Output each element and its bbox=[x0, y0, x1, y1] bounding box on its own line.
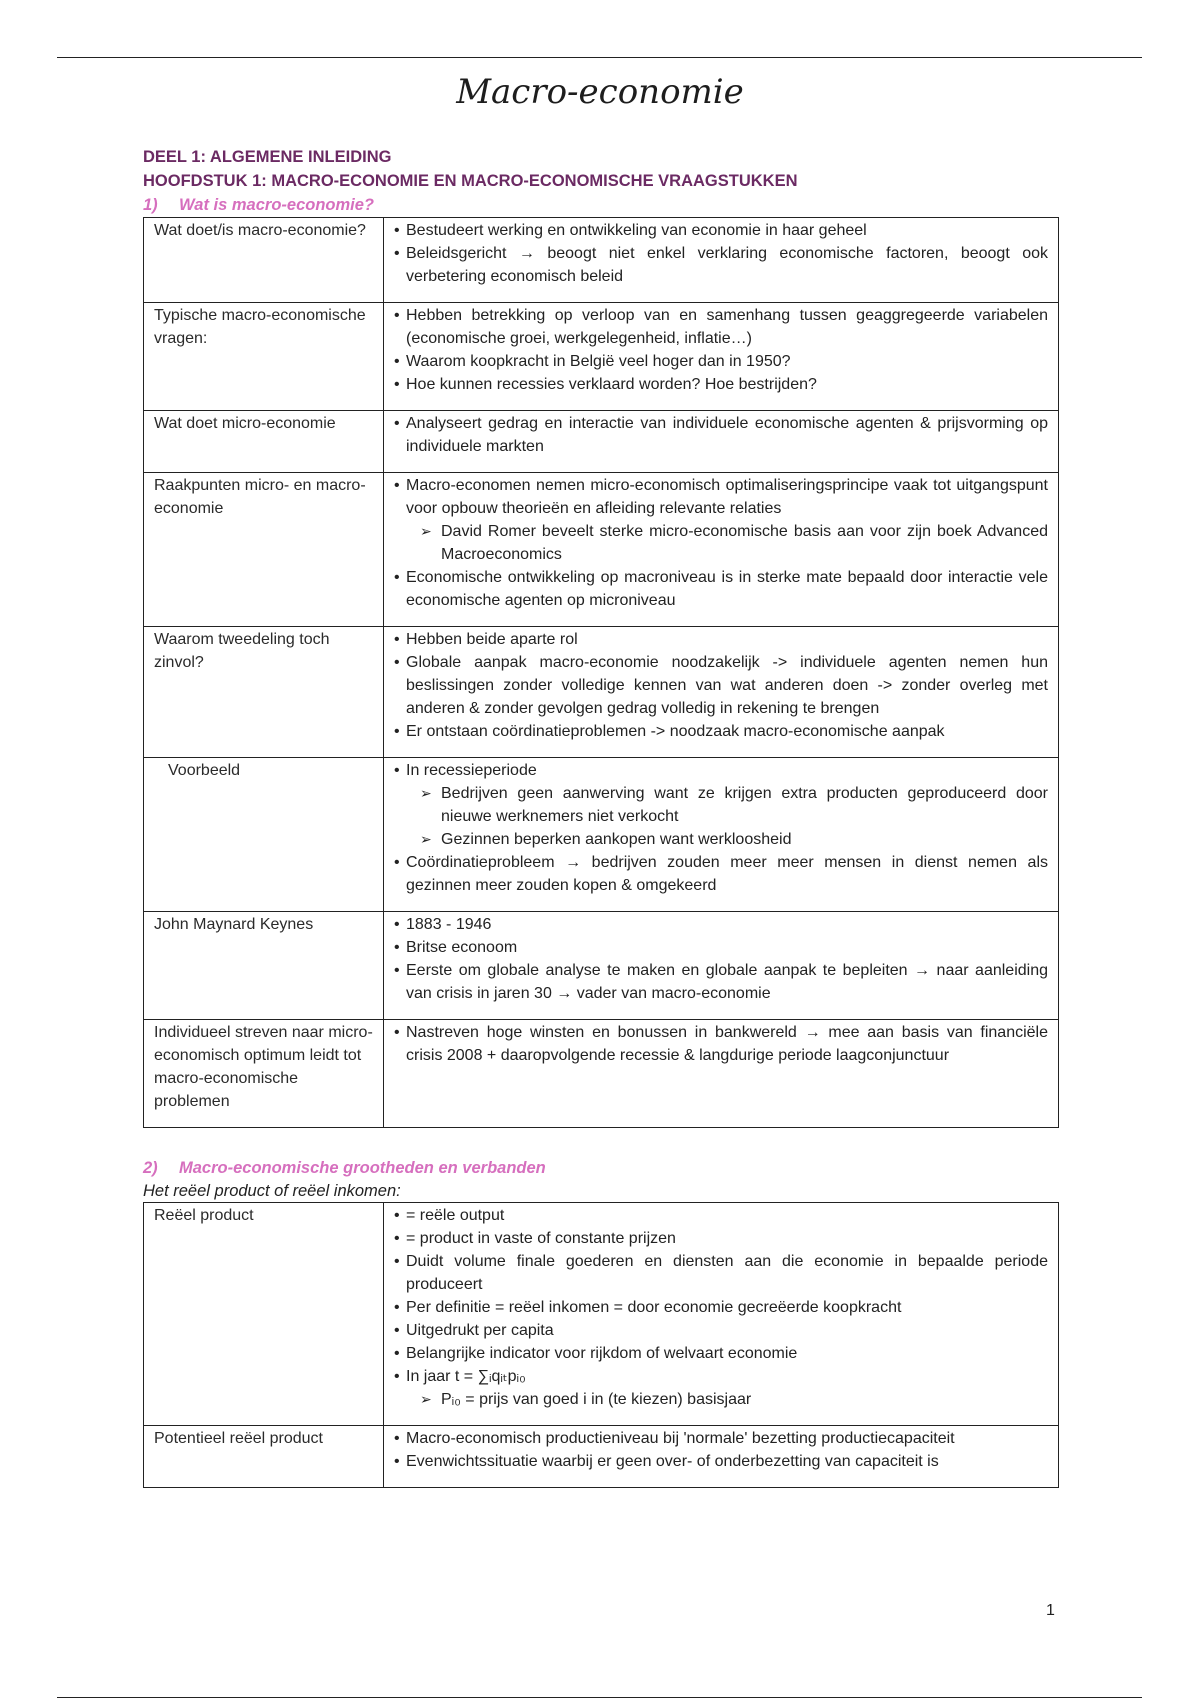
row-label: Wat doet/is macro-economie? bbox=[144, 218, 384, 303]
sub-list-item: ➢ Bedrijven geen aanwerving want ze krijgen extra producten geproduceerd door nieuwe werknemers niet verkocht bbox=[418, 782, 1048, 828]
section-2-title: Macro-economische grootheden en verbanden bbox=[179, 1159, 546, 1177]
table-row bbox=[144, 303, 1059, 411]
table-row bbox=[144, 473, 1059, 627]
section-2-heading bbox=[143, 1156, 1059, 1180]
list-item bbox=[394, 373, 1048, 396]
list-item bbox=[394, 1227, 1048, 1250]
list-item bbox=[394, 1319, 1048, 1342]
list-item bbox=[394, 1204, 1048, 1227]
list-item bbox=[394, 1365, 1048, 1411]
list-item bbox=[394, 651, 1048, 720]
list-item bbox=[394, 1427, 1048, 1450]
row-content bbox=[384, 912, 1059, 1020]
sub-list bbox=[406, 1388, 1048, 1411]
list-item-text: Hebben betrekking op verloop van en samenhang tussen geaggregeerde variabelen (economische groei, werkgelegenheid, inflatie…) bbox=[406, 307, 1048, 347]
list-item bbox=[394, 959, 1048, 1005]
bullet-list bbox=[394, 759, 1048, 897]
row-content bbox=[384, 627, 1059, 758]
list-item bbox=[394, 1296, 1048, 1319]
list-item-text: Analyseert gedrag en interactie van individuele economische agenten & prijsvorming op individuele markten bbox=[406, 415, 1048, 455]
list-item bbox=[394, 1342, 1048, 1365]
list-item-text: Hoe kunnen recessies verklaard worden? Hoe bestrijden? bbox=[406, 376, 817, 393]
row-label: Wat doet micro-economie bbox=[144, 411, 384, 473]
top-rule bbox=[57, 57, 1142, 58]
row-label: Reëel product bbox=[144, 1203, 384, 1426]
page-title: Macro-economie bbox=[456, 72, 744, 112]
list-item-text: Britse econoom bbox=[406, 939, 518, 956]
table-row bbox=[144, 627, 1059, 758]
list-item-text: In recessieperiode bbox=[406, 762, 537, 779]
section-1-heading bbox=[143, 193, 1059, 217]
list-item-text: 1883 - 1946 bbox=[406, 916, 492, 933]
table-row bbox=[144, 912, 1059, 1020]
sub-list-item: ➢ Gezinnen beperken aankopen want werkloosheid bbox=[418, 828, 1048, 851]
document-body bbox=[143, 145, 1059, 1488]
bullet-list bbox=[394, 1021, 1048, 1067]
list-item-text: Hebben beide aparte rol bbox=[406, 631, 578, 648]
bullet-list bbox=[394, 412, 1048, 458]
sub-list-item: ➢ David Romer beveelt sterke micro-economische basis aan voor zijn boek Advanced Macroeconomics bbox=[418, 520, 1048, 566]
table-row bbox=[144, 218, 1059, 303]
list-item bbox=[394, 242, 1048, 288]
bullet-list bbox=[394, 1204, 1048, 1411]
list-item-text: Uitgedrukt per capita bbox=[406, 1322, 554, 1339]
row-content bbox=[384, 1203, 1059, 1426]
bottom-rule bbox=[57, 1697, 1142, 1698]
list-item bbox=[394, 720, 1048, 743]
list-item-text: Macro-economisch productieniveau bij 'normale' bezetting productiecapaciteit bbox=[406, 1430, 955, 1447]
list-item-text: Belangrijke indicator voor rijkdom of welvaart economie bbox=[406, 1345, 798, 1362]
list-item-text: Eerste om globale analyse te maken en globale aanpak te bepleiten → naar aanleiding van crisis in jaren 30 → vader van macro-economie bbox=[406, 962, 1048, 1002]
section-2-number: 2) bbox=[143, 1159, 158, 1177]
sub-list bbox=[406, 520, 1048, 566]
list-item-text: Economische ontwikkeling op macroniveau is in sterke mate bepaald door interactie vele economische agenten op microniveau bbox=[406, 569, 1048, 609]
table-row bbox=[144, 411, 1059, 473]
row-label: Waarom tweedeling toch zinvol? bbox=[144, 627, 384, 758]
list-item bbox=[394, 304, 1048, 350]
section-1-table bbox=[143, 217, 1059, 1128]
row-label: Raakpunten micro- en macro-economie bbox=[144, 473, 384, 627]
list-item bbox=[394, 628, 1048, 651]
table-row bbox=[144, 758, 1059, 912]
list-item bbox=[394, 759, 1048, 851]
list-item bbox=[394, 566, 1048, 612]
list-item-text: = reële output bbox=[406, 1207, 505, 1224]
list-item-text: Evenwichtssituatie waarbij er geen over- of onderbezetting van capaciteit is bbox=[406, 1453, 939, 1470]
list-item bbox=[394, 1021, 1048, 1067]
bullet-list bbox=[394, 1427, 1048, 1473]
row-content bbox=[384, 1426, 1059, 1488]
list-item-text: Coördinatieprobleem → bedrijven zouden meer meer mensen in dienst nemen als gezinnen meer zouden kopen & omgekeerd bbox=[406, 854, 1048, 894]
list-item bbox=[394, 851, 1048, 897]
section-2-table bbox=[143, 1202, 1059, 1488]
row-content bbox=[384, 1020, 1059, 1128]
list-item-text: Macro-economen nemen micro-economisch optimaliseringsprincipe vaak tot uitgangspunt voor opbouw theorieën en afleiding relevante relaties bbox=[406, 477, 1048, 517]
list-item-text: = product in vaste of constante prijzen bbox=[406, 1230, 676, 1247]
bullet-list bbox=[394, 304, 1048, 396]
section-1-number: 1) bbox=[143, 196, 158, 214]
section-1-title: Wat is macro-economie? bbox=[179, 196, 374, 214]
row-label: Potentieel reëel product bbox=[144, 1426, 384, 1488]
list-item-text: Er ontstaan coördinatieproblemen -> noodzaak macro-economische aanpak bbox=[406, 723, 945, 740]
list-item bbox=[394, 219, 1048, 242]
sub-list bbox=[406, 782, 1048, 851]
bullet-list bbox=[394, 219, 1048, 288]
bullet-list bbox=[394, 628, 1048, 743]
list-item-text: Duidt volume finale goederen en diensten aan die economie in bepaalde periode produceert bbox=[406, 1253, 1048, 1293]
row-content bbox=[384, 303, 1059, 411]
row-label: John Maynard Keynes bbox=[144, 912, 384, 1020]
row-content bbox=[384, 473, 1059, 627]
table-row bbox=[144, 1020, 1059, 1128]
list-item bbox=[394, 1450, 1048, 1473]
list-item bbox=[394, 350, 1048, 373]
list-item bbox=[394, 936, 1048, 959]
row-label: Voorbeeld bbox=[144, 758, 384, 912]
section-2-subheading: Het reëel product of reëel inkomen: bbox=[143, 1182, 401, 1200]
list-item-text: Nastreven hoge winsten en bonussen in bankwereld → mee aan basis van financiële crisis 2008 + daaropvolgende recessie & langdurige periode laagconjunctuur bbox=[406, 1024, 1048, 1064]
table-row bbox=[144, 1203, 1059, 1426]
list-item bbox=[394, 913, 1048, 936]
list-item bbox=[394, 1250, 1048, 1296]
list-item bbox=[394, 412, 1048, 458]
list-item-text: Bestudeert werking en ontwikkeling van economie in haar geheel bbox=[406, 222, 867, 239]
bullet-list bbox=[394, 474, 1048, 612]
row-content bbox=[384, 218, 1059, 303]
row-label: Individueel streven naar micro-economisch optimum leidt tot macro-economische problemen bbox=[144, 1020, 384, 1128]
table-row bbox=[144, 1426, 1059, 1488]
list-item bbox=[394, 474, 1048, 566]
list-item-text: Beleidsgericht → beoogt niet enkel verklaring economische factoren, beoogt ook verbetering economisch beleid bbox=[406, 245, 1048, 285]
list-item-text: Globale aanpak macro-economie noodzakelijk -> individuele agenten nemen hun beslissingen zonder volledige kennen van wat anderen doen -> zonder overleg met anderen & zonder gevolgen gedrag volledig in rekening te brengen bbox=[406, 654, 1048, 717]
chapter-heading: HOOFDSTUK 1: MACRO-ECONOMIE EN MACRO-ECONOMISCHE VRAAGSTUKKEN bbox=[143, 172, 798, 190]
sub-list-item: ➢ Pᵢ₀ = prijs van goed i in (te kiezen) basisjaar bbox=[418, 1388, 1048, 1411]
part-heading: DEEL 1: ALGEMENE INLEIDING bbox=[143, 148, 392, 166]
page-number: 1 bbox=[1046, 1602, 1055, 1619]
row-label: Typische macro-economische vragen: bbox=[144, 303, 384, 411]
list-item-text: In jaar t = ∑ᵢqᵢₜpᵢ₀ bbox=[406, 1368, 526, 1385]
list-item-text: Per definitie = reëel inkomen = door economie gecreëerde koopkracht bbox=[406, 1299, 902, 1316]
row-content bbox=[384, 758, 1059, 912]
row-content bbox=[384, 411, 1059, 473]
bullet-list bbox=[394, 913, 1048, 1005]
list-item-text: Waarom koopkracht in België veel hoger dan in 1950? bbox=[406, 353, 791, 370]
